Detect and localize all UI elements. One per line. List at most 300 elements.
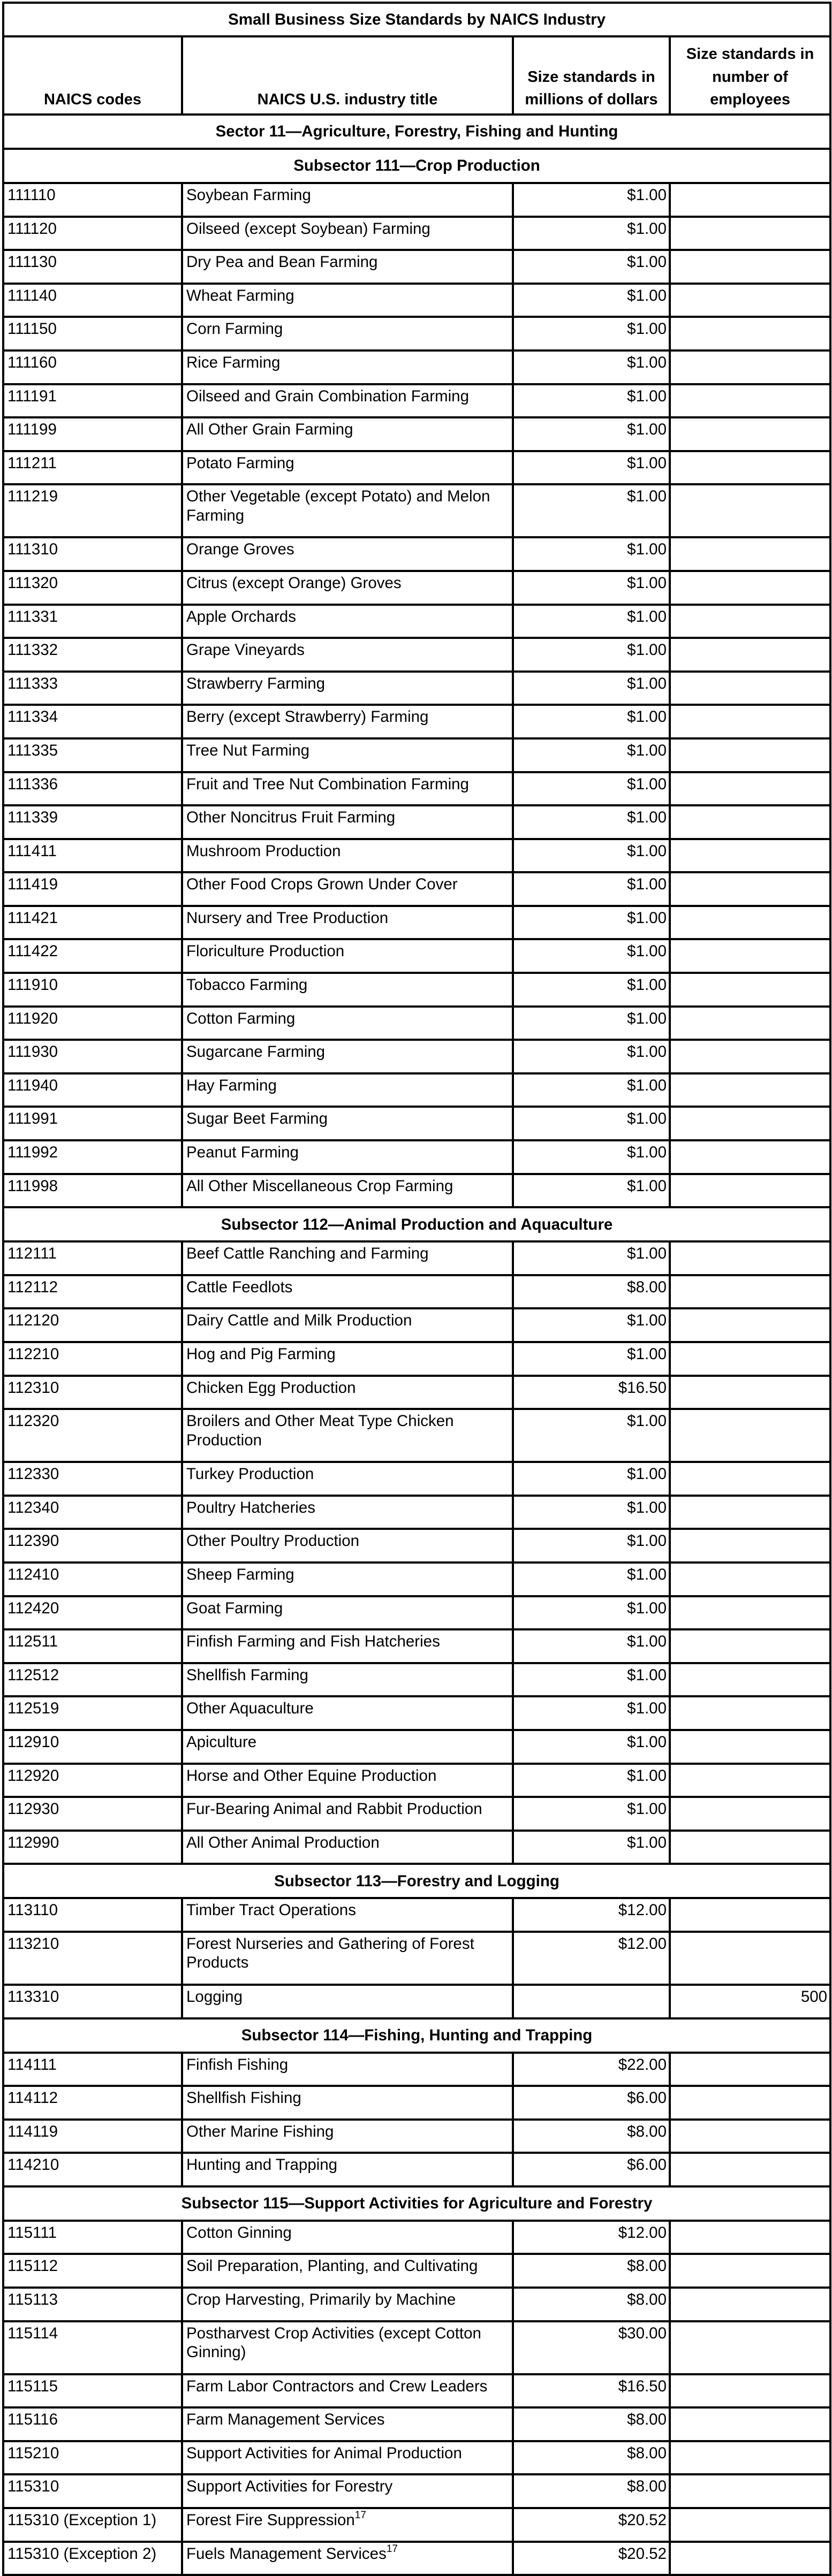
size-employees-cell [670, 284, 830, 317]
industry-title-cell [182, 1496, 513, 1529]
subsector-heading: Subsector 114—Fishing, Hunting and Trapping [3, 2018, 830, 2053]
size-dollars-cell: $6.00 [513, 2086, 670, 2120]
table-row [3, 1764, 830, 1797]
size-employees-cell [670, 2120, 830, 2153]
size-employees-cell [670, 317, 830, 350]
table-title-row [3, 3, 830, 36]
table-row [3, 1730, 830, 1764]
naics-code-cell: 113210 [3, 1932, 182, 1985]
industry-title-text: Soybean Farming [186, 186, 311, 204]
naics-code-cell: 114119 [3, 2120, 182, 2153]
table-row [3, 1376, 830, 1409]
size-dollars-cell: $1.00 [513, 484, 670, 537]
table-row [3, 417, 830, 451]
industry-title-text: Logging [186, 1987, 243, 2006]
table-row [3, 1932, 830, 1985]
size-employees-cell [670, 451, 830, 485]
table-row [3, 2508, 830, 2542]
footnote-marker: 17 [386, 2543, 398, 2555]
size-employees-cell [670, 350, 830, 384]
table-row [3, 1040, 830, 1073]
table-row [3, 638, 830, 672]
size-dollars-cell: $1.00 [513, 638, 670, 672]
industry-title-cell [182, 183, 513, 217]
table-row [3, 1797, 830, 1831]
industry-title-cell [182, 1107, 513, 1140]
industry-title-cell [182, 2508, 513, 2542]
table-row [3, 1696, 830, 1730]
size-dollars-cell: $20.52 [513, 2508, 670, 2542]
industry-title-text: Horse and Other Equine Production [186, 1766, 437, 1785]
naics-code-cell: 112390 [3, 1529, 182, 1563]
table-row [3, 872, 830, 906]
naics-code-cell: 112420 [3, 1596, 182, 1630]
naics-code-cell: 115112 [3, 2254, 182, 2288]
industry-title-text: Goat Farming [186, 1599, 283, 1617]
industry-title-cell [182, 973, 513, 1007]
size-employees-cell [670, 973, 830, 1007]
industry-title-text: Fur-Bearing Animal and Rabbit Production [186, 1800, 482, 1818]
size-dollars-cell: $1.00 [513, 571, 670, 605]
industry-title-text: Hay Farming [186, 1076, 277, 1094]
industry-title-text: Oilseed and Grain Combination Farming [186, 387, 469, 405]
industry-title-text: Turkey Production [186, 1465, 314, 1483]
industry-title-text: Soil Preparation, Planting, and Cultivating [186, 2257, 478, 2275]
table-row [3, 217, 830, 250]
table-row [3, 1596, 830, 1630]
size-employees-cell [670, 805, 830, 839]
industry-title-text: Corn Farming [186, 320, 283, 338]
industry-title-text: Finfish Fishing [186, 2055, 289, 2074]
size-dollars-cell: $1.00 [513, 1764, 670, 1797]
size-dollars-cell: $1.00 [513, 217, 670, 250]
industry-title-text: Wheat Farming [186, 286, 294, 304]
industry-title-text: Chicken Egg Production [186, 1378, 356, 1397]
naics-code-cell: 111910 [3, 973, 182, 1007]
table-row [3, 2053, 830, 2086]
size-dollars-cell: $1.00 [513, 1730, 670, 1764]
size-dollars-cell: $8.00 [513, 2407, 670, 2441]
industry-title-cell [182, 217, 513, 250]
industry-title-text: Support Activities for Forestry [186, 2478, 393, 2496]
industry-title-text: Shellfish Farming [186, 1666, 308, 1684]
industry-title-cell [182, 1730, 513, 1764]
table-row [3, 317, 830, 350]
footnote-marker: 17 [354, 2510, 366, 2521]
naics-code-cell: 111335 [3, 738, 182, 772]
industry-title-cell [182, 839, 513, 873]
size-employees-cell [670, 1040, 830, 1073]
naics-code-cell: 111336 [3, 772, 182, 806]
header-size-dollars: Size standards in millions of dollars [513, 36, 670, 115]
size-employees-cell [670, 2508, 830, 2542]
size-dollars-cell: $12.00 [513, 1898, 670, 1932]
industry-title-cell [182, 705, 513, 738]
size-dollars-cell: $1.00 [513, 772, 670, 806]
industry-title-cell [182, 1596, 513, 1630]
size-dollars-cell: $30.00 [513, 2321, 670, 2374]
size-dollars-cell: $1.00 [513, 350, 670, 384]
table-row [3, 1073, 830, 1107]
industry-title-text: Forest Fire Suppression [186, 2511, 355, 2529]
header-industry-title: NAICS U.S. industry title [182, 36, 513, 115]
naics-code-cell: 111419 [3, 872, 182, 906]
naics-code-cell: 115114 [3, 2321, 182, 2374]
table-row [3, 1898, 830, 1932]
industry-title-text: Apiculture [186, 1733, 257, 1751]
size-dollars-cell: $1.00 [513, 906, 670, 940]
size-employees-cell [670, 1275, 830, 1309]
industry-title-cell [182, 1932, 513, 1985]
industry-title-cell [182, 605, 513, 638]
naics-code-cell: 115310 (Exception 2) [3, 2542, 182, 2575]
industry-title-cell [182, 1140, 513, 1174]
industry-title-cell [182, 872, 513, 906]
industry-title-text: Broilers and Other Meat Type Chicken Production [186, 1412, 454, 1449]
size-dollars-cell: $1.00 [513, 1140, 670, 1174]
industry-title-text: Tobacco Farming [186, 976, 308, 994]
naics-code-cell: 112111 [3, 1241, 182, 1275]
size-dollars-cell: $1.00 [513, 317, 670, 350]
size-dollars-cell: $1.00 [513, 1596, 670, 1630]
size-employees-cell [670, 2407, 830, 2441]
table-row [3, 2288, 830, 2321]
table-row [3, 1663, 830, 1697]
size-dollars-cell: $1.00 [513, 1496, 670, 1529]
industry-title-text: Crop Harvesting, Primarily by Machine [186, 2291, 456, 2309]
subsector-heading-row [3, 1864, 830, 1898]
size-employees-cell [670, 705, 830, 738]
size-dollars-cell: $1.00 [513, 805, 670, 839]
industry-title-cell [182, 1563, 513, 1596]
size-dollars-cell [513, 1985, 670, 2018]
industry-title-cell [182, 1985, 513, 2018]
industry-title-cell [182, 317, 513, 350]
industry-title-cell [182, 1764, 513, 1797]
size-employees-cell [670, 1730, 830, 1764]
table-row [3, 484, 830, 537]
industry-title-cell [182, 638, 513, 672]
industry-title-text: Other Aquaculture [186, 1699, 314, 1718]
naics-code-cell: 111411 [3, 839, 182, 873]
size-dollars-cell: $1.00 [513, 451, 670, 485]
naics-code-cell: 111992 [3, 1140, 182, 1174]
naics-code-cell: 111211 [3, 451, 182, 485]
subsector-heading: Subsector 113—Forestry and Logging [3, 1864, 830, 1898]
industry-title-text: Fuels Management Services [186, 2544, 387, 2563]
size-dollars-cell: $8.00 [513, 2441, 670, 2475]
naics-code-cell: 111320 [3, 571, 182, 605]
industry-title-text: Farm Management Services [186, 2411, 385, 2429]
size-employees-cell [670, 1629, 830, 1663]
table-row [3, 839, 830, 873]
size-employees-cell [670, 1308, 830, 1342]
size-employees-cell [670, 872, 830, 906]
size-dollars-cell: $1.00 [513, 1462, 670, 1496]
industry-title-cell [182, 1409, 513, 1462]
industry-title-text: Dry Pea and Bean Farming [186, 253, 378, 271]
size-employees-cell [670, 2254, 830, 2288]
size-employees-cell [670, 605, 830, 638]
size-dollars-cell: $12.00 [513, 1932, 670, 1985]
table-row [3, 2086, 830, 2120]
size-employees-cell [670, 384, 830, 418]
industry-title-cell [182, 1663, 513, 1697]
size-dollars-cell: $16.50 [513, 1376, 670, 1409]
subsector-heading-row [3, 149, 830, 183]
naics-code-cell: 111130 [3, 250, 182, 284]
industry-title-cell [182, 939, 513, 973]
industry-title-text: Forest Nurseries and Gathering of Forest Products [186, 1934, 474, 1972]
table-row [3, 2120, 830, 2153]
industry-title-cell [182, 2321, 513, 2374]
naics-code-cell: 115111 [3, 2221, 182, 2254]
size-employees-cell [670, 250, 830, 284]
industry-title-text: All Other Animal Production [186, 1833, 380, 1851]
size-dollars-cell: $1.00 [513, 1007, 670, 1040]
size-employees-cell [670, 1241, 830, 1275]
size-employees-cell [670, 2441, 830, 2475]
naics-code-cell: 112512 [3, 1663, 182, 1697]
table-row [3, 1563, 830, 1596]
industry-title-text: Cotton Farming [186, 1009, 296, 1027]
size-dollars-cell: $1.00 [513, 872, 670, 906]
naics-code-cell: 112410 [3, 1563, 182, 1596]
naics-code-cell: 111219 [3, 484, 182, 537]
table-row [3, 1275, 830, 1309]
naics-code-cell: 112210 [3, 1342, 182, 1376]
industry-title-cell [182, 738, 513, 772]
size-employees-cell [670, 1409, 830, 1462]
table-row [3, 2542, 830, 2575]
table-row [3, 2153, 830, 2186]
naics-code-cell: 112930 [3, 1797, 182, 1831]
table-row [3, 1342, 830, 1376]
table-row [3, 939, 830, 973]
size-employees-cell [670, 1663, 830, 1697]
size-dollars-cell: $1.00 [513, 1174, 670, 1208]
table-row [3, 605, 830, 638]
size-dollars-cell: $1.00 [513, 537, 670, 571]
industry-title-text: Shellfish Fishing [186, 2089, 301, 2107]
table-row [3, 350, 830, 384]
naics-code-cell: 111991 [3, 1107, 182, 1140]
industry-title-cell [182, 1376, 513, 1409]
naics-code-cell: 112310 [3, 1376, 182, 1409]
size-dollars-cell: $1.00 [513, 605, 670, 638]
naics-code-cell: 113110 [3, 1898, 182, 1932]
industry-title-text: Nursery and Tree Production [186, 909, 389, 927]
industry-title-text: Orange Groves [186, 540, 294, 559]
size-dollars-cell: $1.00 [513, 417, 670, 451]
header-naics-codes: NAICS codes [3, 36, 182, 115]
size-dollars-cell: $1.00 [513, 839, 670, 873]
table-row [3, 384, 830, 418]
industry-title-cell [182, 571, 513, 605]
subsector-heading-row [3, 2018, 830, 2053]
industry-title-cell [182, 2374, 513, 2408]
industry-title-cell [182, 1797, 513, 1831]
size-dollars-cell: $1.00 [513, 939, 670, 973]
size-employees-cell [670, 1563, 830, 1596]
industry-title-cell [182, 350, 513, 384]
size-dollars-cell: $12.00 [513, 2221, 670, 2254]
industry-title-cell [182, 2474, 513, 2508]
industry-title-text: Apple Orchards [186, 607, 296, 626]
column-header-row [3, 36, 830, 115]
table-row [3, 1007, 830, 1040]
size-employees-cell [670, 2288, 830, 2321]
industry-title-text: Hunting and Trapping [186, 2156, 338, 2174]
subsector-heading-row [3, 1207, 830, 1241]
naics-code-cell: 112340 [3, 1496, 182, 1529]
industry-title-cell [182, 805, 513, 839]
industry-title-cell [182, 1275, 513, 1309]
size-dollars-cell: $1.00 [513, 1040, 670, 1073]
naics-code-cell: 114210 [3, 2153, 182, 2186]
table-row [3, 1496, 830, 1529]
industry-title-text: Farm Labor Contractors and Crew Leaders [186, 2377, 488, 2395]
size-employees-cell [670, 1462, 830, 1496]
industry-title-cell [182, 2542, 513, 2575]
table-row [3, 2321, 830, 2374]
industry-title-cell [182, 2407, 513, 2441]
size-standards-table [2, 2, 831, 2576]
industry-title-text: Tree Nut Farming [186, 741, 310, 759]
size-employees-cell [670, 1342, 830, 1376]
industry-title-text: Peanut Farming [186, 1144, 299, 1162]
industry-title-cell [182, 250, 513, 284]
subsector-heading-row [3, 2186, 830, 2221]
naics-code-cell: 111310 [3, 537, 182, 571]
industry-title-text: Other Marine Fishing [186, 2122, 334, 2140]
table-row [3, 705, 830, 738]
table-row [3, 906, 830, 940]
table-row [3, 451, 830, 485]
size-employees-cell [670, 1898, 830, 1932]
table-row [3, 805, 830, 839]
table-row [3, 537, 830, 571]
size-employees-cell [670, 738, 830, 772]
size-dollars-cell: $8.00 [513, 1275, 670, 1309]
industry-title-text: Oilseed (except Soybean) Farming [186, 219, 430, 238]
industry-title-cell [182, 384, 513, 418]
size-dollars-cell: $8.00 [513, 2254, 670, 2288]
table-row [3, 1985, 830, 2018]
table-row [3, 1831, 830, 1864]
industry-title-cell [182, 451, 513, 485]
naics-code-cell: 115310 [3, 2474, 182, 2508]
industry-title-text: Fruit and Tree Nut Combination Farming [186, 775, 469, 793]
naics-code-cell: 112320 [3, 1409, 182, 1462]
industry-title-text: Cattle Feedlots [186, 1278, 293, 1296]
naics-code-cell: 111998 [3, 1174, 182, 1208]
size-employees-cell [670, 2542, 830, 2575]
industry-title-text: Timber Tract Operations [186, 1901, 356, 1919]
table-row [3, 284, 830, 317]
size-dollars-cell: $1.00 [513, 1308, 670, 1342]
size-dollars-cell: $16.50 [513, 2374, 670, 2408]
size-employees-cell [670, 1596, 830, 1630]
naics-code-cell: 115115 [3, 2374, 182, 2408]
naics-code-cell: 112910 [3, 1730, 182, 1764]
industry-title-cell [182, 1831, 513, 1864]
size-dollars-cell: $1.00 [513, 250, 670, 284]
industry-title-text: Strawberry Farming [186, 674, 326, 692]
naics-code-cell: 111199 [3, 417, 182, 451]
table-row [3, 2407, 830, 2441]
industry-title-text: Support Activities for Animal Production [186, 2444, 462, 2462]
size-dollars-cell: $8.00 [513, 2120, 670, 2153]
table-row [3, 672, 830, 705]
table-row [3, 772, 830, 806]
industry-title-text: Sugar Beet Farming [186, 1110, 328, 1128]
table-row [3, 2221, 830, 2254]
industry-title-cell [182, 2254, 513, 2288]
size-dollars-cell: $1.00 [513, 1797, 670, 1831]
industry-title-text: Finfish Farming and Fish Hatcheries [186, 1633, 440, 1651]
size-employees-cell [670, 2153, 830, 2186]
table-row [3, 1140, 830, 1174]
size-dollars-cell: $1.00 [513, 1563, 670, 1596]
naics-code-cell: 111160 [3, 350, 182, 384]
size-employees-cell [670, 1797, 830, 1831]
size-employees-cell [670, 638, 830, 672]
size-employees-cell [670, 1696, 830, 1730]
naics-code-cell: 115116 [3, 2407, 182, 2441]
size-employees-cell [670, 571, 830, 605]
size-employees-cell [670, 2321, 830, 2374]
industry-title-text: Hog and Pig Farming [186, 1345, 336, 1363]
naics-code-cell: 111422 [3, 939, 182, 973]
size-employees-cell [670, 217, 830, 250]
industry-title-cell [182, 284, 513, 317]
industry-title-cell [182, 1040, 513, 1073]
header-size-employees: Size standards in number of employees [670, 36, 830, 115]
industry-title-cell [182, 2441, 513, 2475]
industry-title-text: Other Poultry Production [186, 1532, 360, 1550]
size-dollars-cell: $8.00 [513, 2474, 670, 2508]
industry-title-cell [182, 1073, 513, 1107]
naics-code-cell: 115210 [3, 2441, 182, 2475]
size-employees-cell [670, 2221, 830, 2254]
size-dollars-cell: $1.00 [513, 284, 670, 317]
table-row [3, 973, 830, 1007]
industry-title-text: Potato Farming [186, 454, 294, 472]
size-dollars-cell: $1.00 [513, 384, 670, 418]
size-dollars-cell: $20.52 [513, 2542, 670, 2575]
industry-title-cell [182, 417, 513, 451]
industry-title-text: Berry (except Strawberry) Farming [186, 708, 429, 726]
naics-code-cell: 112920 [3, 1764, 182, 1797]
industry-title-cell [182, 537, 513, 571]
table-row [3, 1174, 830, 1208]
table-row [3, 1529, 830, 1563]
naics-code-cell: 112519 [3, 1696, 182, 1730]
industry-title-text: Rice Farming [186, 353, 281, 371]
industry-title-text: Other Food Crops Grown Under Cover [186, 875, 458, 894]
naics-code-cell: 111920 [3, 1007, 182, 1040]
naics-code-cell: 111150 [3, 317, 182, 350]
naics-code-cell: 114112 [3, 2086, 182, 2120]
table-row [3, 738, 830, 772]
industry-title-cell [182, 2221, 513, 2254]
size-dollars-cell: $1.00 [513, 1663, 670, 1697]
industry-title-cell [182, 1342, 513, 1376]
table-row [3, 250, 830, 284]
naics-code-cell: 111331 [3, 605, 182, 638]
size-dollars-cell: $1.00 [513, 1629, 670, 1663]
